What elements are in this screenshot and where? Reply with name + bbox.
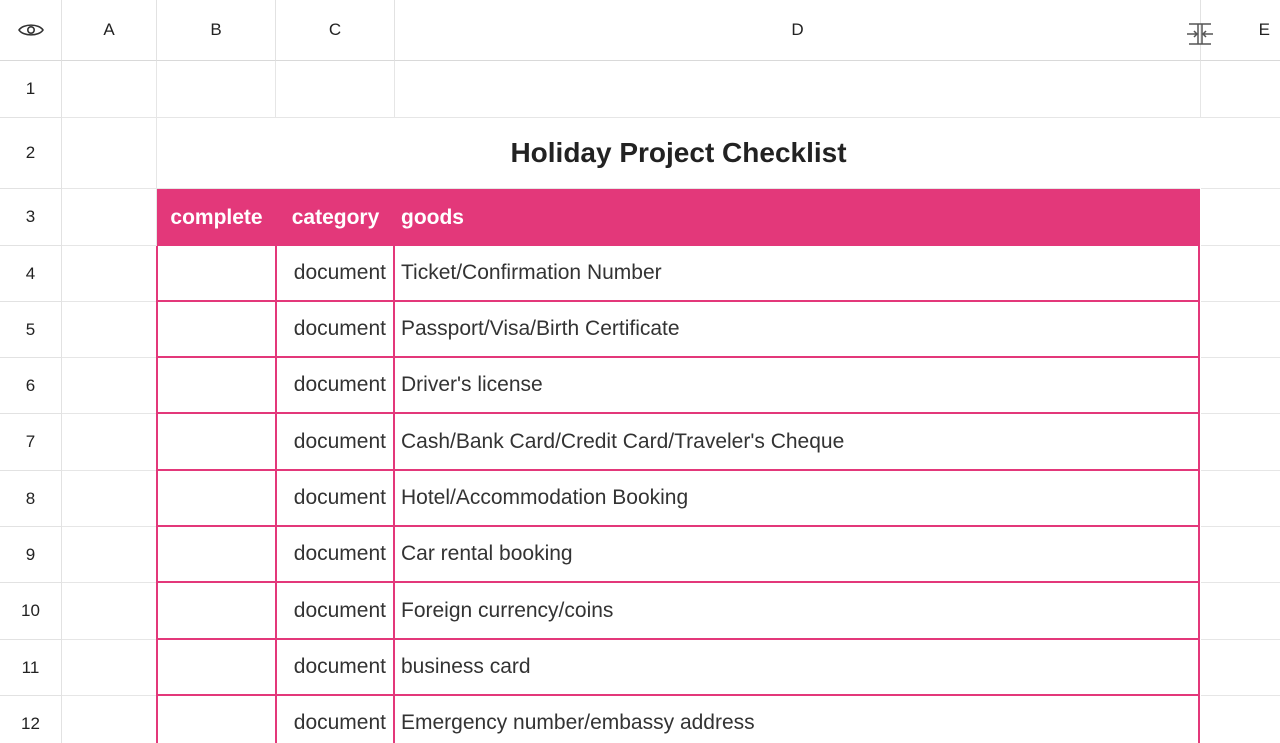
category-cell[interactable]: document <box>277 246 395 302</box>
row-header-12[interactable]: 12 <box>0 696 62 743</box>
cell-a9[interactable] <box>62 527 157 583</box>
cell-a2[interactable] <box>62 118 157 189</box>
cell-a12[interactable] <box>62 696 157 743</box>
column-header-c[interactable]: C <box>276 0 395 61</box>
cell-a10[interactable] <box>62 583 157 640</box>
table-row <box>156 246 1200 302</box>
table-row <box>156 302 1200 358</box>
cell-a11[interactable] <box>62 640 157 696</box>
row-header-10[interactable]: 10 <box>0 583 62 640</box>
cell-e12[interactable] <box>1201 696 1280 743</box>
table-row <box>156 414 1200 471</box>
cell-e4[interactable] <box>1201 246 1280 302</box>
cell-e5[interactable] <box>1201 302 1280 358</box>
complete-cell[interactable] <box>156 583 277 640</box>
table-row <box>156 640 1200 696</box>
cell-b1[interactable] <box>157 61 276 118</box>
column-header-a[interactable]: A <box>62 0 157 61</box>
header-complete[interactable]: complete <box>170 205 263 229</box>
complete-cell[interactable] <box>156 527 277 583</box>
category-cell[interactable]: document <box>277 414 395 471</box>
goods-cell[interactable]: Emergency number/embassy address <box>395 696 1200 743</box>
cell-e7[interactable] <box>1201 414 1280 471</box>
cell-c1[interactable] <box>276 61 395 118</box>
category-cell[interactable]: document <box>277 302 395 358</box>
row-header-11[interactable]: 11 <box>0 640 62 696</box>
cell-a1[interactable] <box>62 61 157 118</box>
complete-cell[interactable] <box>156 246 277 302</box>
cell-e8[interactable] <box>1201 471 1280 527</box>
cell-a4[interactable] <box>62 246 157 302</box>
cell-e6[interactable] <box>1201 358 1280 414</box>
table-row <box>156 527 1200 583</box>
cell-e2[interactable] <box>1201 118 1280 189</box>
goods-cell[interactable]: Passport/Visa/Birth Certificate <box>395 302 1200 358</box>
table-header-row <box>157 189 1200 246</box>
category-cell[interactable]: document <box>277 640 395 696</box>
complete-cell[interactable] <box>156 471 277 527</box>
cell-e10[interactable] <box>1201 583 1280 640</box>
header-category[interactable]: category <box>291 205 380 229</box>
row-header-4[interactable]: 4 <box>0 246 62 302</box>
eye-icon <box>18 22 44 38</box>
complete-cell[interactable] <box>156 358 277 414</box>
cell-e1[interactable] <box>1201 61 1280 118</box>
table-row <box>156 583 1200 640</box>
row-header-6[interactable]: 6 <box>0 358 62 414</box>
goods-cell[interactable]: business card <box>395 640 1200 696</box>
category-cell[interactable]: document <box>277 696 395 743</box>
row-header-9[interactable]: 9 <box>0 527 62 583</box>
cell-a6[interactable] <box>62 358 157 414</box>
column-resize-icon[interactable] <box>1185 20 1215 48</box>
cell-a8[interactable] <box>62 471 157 527</box>
complete-cell[interactable] <box>156 414 277 471</box>
complete-cell[interactable] <box>156 302 277 358</box>
visibility-toggle[interactable] <box>0 0 62 61</box>
goods-cell[interactable]: Cash/Bank Card/Credit Card/Traveler's Cheque <box>395 414 1200 471</box>
cell-a5[interactable] <box>62 302 157 358</box>
row-header-1[interactable]: 1 <box>0 61 62 118</box>
goods-cell[interactable]: Ticket/Confirmation Number <box>395 246 1200 302</box>
category-cell[interactable]: document <box>277 358 395 414</box>
category-cell[interactable]: document <box>277 527 395 583</box>
column-header-d[interactable]: D <box>395 0 1201 61</box>
column-header-e[interactable]: E <box>1201 0 1280 61</box>
row-header-2[interactable]: 2 <box>0 118 62 189</box>
complete-cell[interactable] <box>156 696 277 743</box>
complete-cell[interactable] <box>156 640 277 696</box>
goods-cell[interactable]: Hotel/Accommodation Booking <box>395 471 1200 527</box>
table-row <box>156 471 1200 527</box>
cell-d1[interactable] <box>395 61 1201 118</box>
cell-e11[interactable] <box>1201 640 1280 696</box>
cell-e3[interactable] <box>1201 189 1280 246</box>
row-header-7[interactable]: 7 <box>0 414 62 471</box>
cell-a3[interactable] <box>62 189 157 246</box>
goods-cell[interactable]: Foreign currency/coins <box>395 583 1200 640</box>
cell-a7[interactable] <box>62 414 157 471</box>
sheet-title[interactable]: Holiday Project Checklist <box>157 118 1200 189</box>
row-header-8[interactable]: 8 <box>0 471 62 527</box>
row-header-5[interactable]: 5 <box>0 302 62 358</box>
column-header-b[interactable]: B <box>157 0 276 61</box>
goods-cell[interactable]: Driver's license <box>395 358 1200 414</box>
header-goods[interactable]: goods <box>401 205 464 229</box>
row-header-3[interactable]: 3 <box>0 189 62 246</box>
table-row <box>156 696 1200 743</box>
cell-e9[interactable] <box>1201 527 1280 583</box>
goods-cell[interactable]: Car rental booking <box>395 527 1200 583</box>
category-cell[interactable]: document <box>277 471 395 527</box>
table-row <box>156 358 1200 414</box>
category-cell[interactable]: document <box>277 583 395 640</box>
